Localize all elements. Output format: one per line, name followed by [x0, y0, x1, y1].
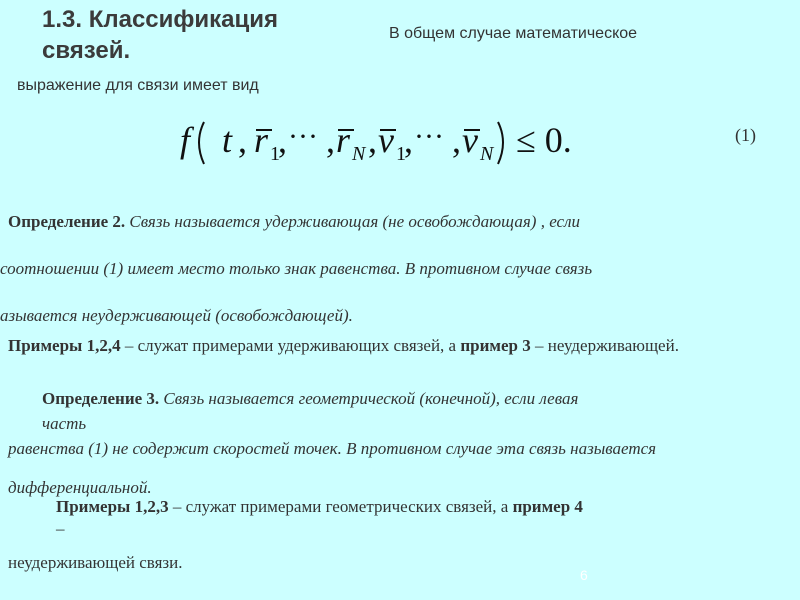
formula-vN: v [462, 120, 478, 160]
definition-2-line-3: азывается неудерживающей (освобождающей). [0, 306, 353, 325]
formula-comma-6: , [452, 120, 461, 160]
examples-1-bold-2: пример 3 [460, 336, 531, 355]
intro-text-left: выражение для связи имеет вид [17, 77, 259, 94]
formula-comma-4: , [368, 120, 377, 160]
examples-2-dash: – [56, 519, 65, 538]
formula-f: f [180, 120, 191, 160]
examples-2-label: Примеры 1,2,3 [56, 497, 169, 516]
definition-3-line-1b: часть [42, 414, 87, 433]
definition-3-line-1 [42, 389, 578, 409]
formula-dots-2: ··· [414, 120, 444, 153]
formula-sub-1: 1 [270, 143, 280, 165]
definition-3-line-3: дифференциальной. [8, 478, 152, 497]
formula [180, 112, 600, 172]
formula-v1: v [378, 120, 394, 160]
definition-2-line-1 [8, 212, 580, 232]
formula-comma: , [238, 120, 247, 160]
page-number: 6 [580, 567, 588, 583]
examples-paragraph-2 [56, 497, 583, 517]
examples-2-end: неудерживающей связи. [8, 553, 183, 572]
definition-3-text-1: Связь называется геометрической (конечной), если левая [159, 389, 579, 408]
examples-2-middle: – служат примерами геометрических связей, а [168, 497, 513, 516]
definition-3-line-2: равенства (1) не содержит скоростей точек. В противном случае эта связь называется [8, 439, 657, 458]
intro-text-right: В общем случае математическое [389, 25, 638, 42]
formula-comma-5: , [404, 120, 413, 160]
equation-number: (1) [735, 125, 756, 145]
examples-1-middle: – служат примерами удерживающих связей, а [120, 336, 461, 355]
definition-2-label: Определение 2. [8, 212, 126, 231]
formula-comma-2: , [278, 120, 287, 160]
formula-comma-3: , [326, 120, 335, 160]
formula-close-paren [498, 122, 503, 164]
slide-title: 1.3. Классификация связей. [42, 6, 279, 64]
formula-sub-N: N [352, 143, 366, 165]
formula-dots: ··· [288, 120, 318, 153]
formula-r1: r [254, 120, 269, 160]
formula-sub-N-2: N [480, 143, 494, 165]
formula-open-paren [199, 122, 204, 164]
formula-rN: r [336, 120, 351, 160]
definition-2-line-2: соотношении (1) имеет место только знак равенства. В противном случае связь [0, 259, 593, 278]
examples-2-bold-2: пример 4 [512, 497, 583, 516]
examples-1-label: Примеры 1,2,4 [8, 336, 121, 355]
examples-paragraph-1 [8, 335, 784, 356]
examples-1-end: – неудерживающей. [530, 336, 679, 355]
definition-2-text-1: Связь называется удерживающая (не освобождающая) , если [125, 212, 580, 231]
formula-t: t [222, 120, 233, 160]
formula-sub-1b: 1 [396, 143, 406, 165]
definition-3-label: Определение 3. [42, 389, 160, 408]
formula-rhs: ≤ 0. [516, 120, 572, 160]
